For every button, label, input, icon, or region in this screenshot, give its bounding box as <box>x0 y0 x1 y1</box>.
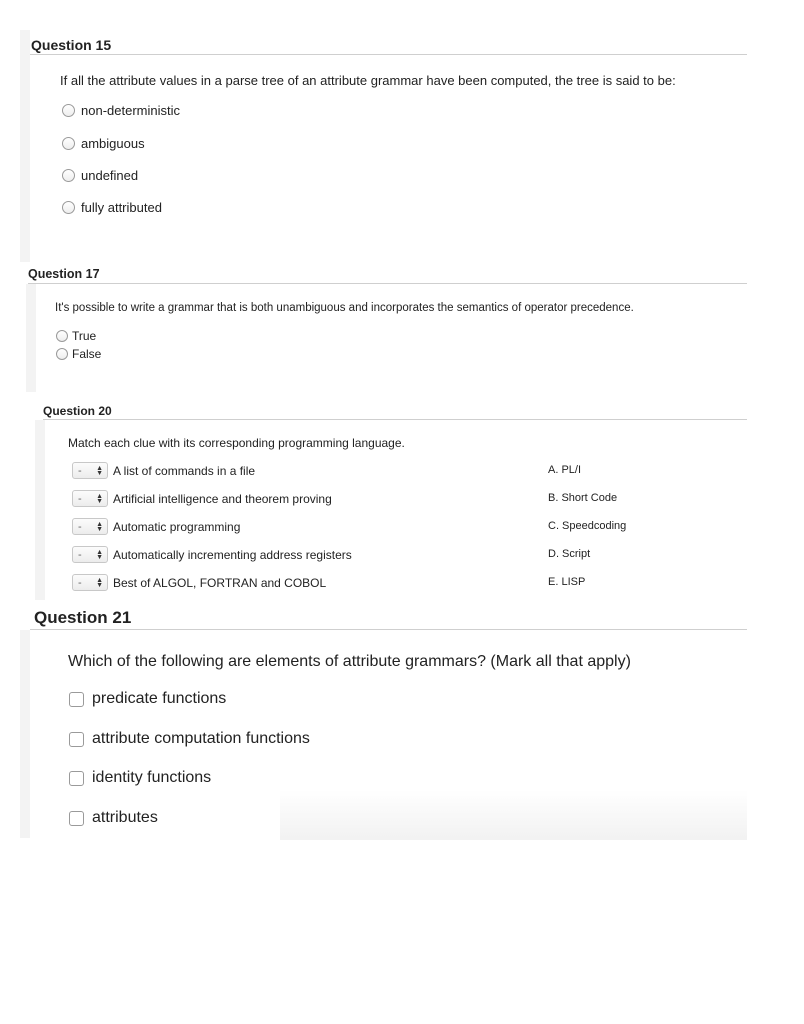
option-label: False <box>72 347 102 361</box>
option-label: True <box>72 329 97 343</box>
q15-option-3[interactable] <box>62 168 138 183</box>
q20-title: Question 20 <box>43 404 112 418</box>
q21-option-4[interactable] <box>69 809 158 827</box>
q20-answer-c: C. Speedcoding <box>548 520 627 532</box>
q15-option-1[interactable] <box>62 103 180 118</box>
option-label: ambiguous <box>81 136 145 151</box>
checkbox[interactable] <box>69 732 84 747</box>
q15-title: Question 15 <box>31 37 112 53</box>
radio-button[interactable] <box>62 169 75 182</box>
q20-answer-e: E. LISP <box>548 576 586 588</box>
bottom-shadow <box>280 790 747 840</box>
q20-question-text: Match each clue with its corresponding programming language. <box>68 436 405 450</box>
q15-left-bar <box>20 30 30 262</box>
select-value: - <box>78 492 82 505</box>
q21-option-2[interactable] <box>69 730 310 748</box>
select-arrows-icon: ▲ ▼ <box>96 464 103 477</box>
radio-button[interactable] <box>56 348 68 360</box>
q15-option-2[interactable] <box>62 136 145 151</box>
q20-match-row-1 <box>72 462 255 479</box>
option-label: attributes <box>92 809 158 826</box>
option-label: attribute computation functions <box>92 730 310 747</box>
match-select[interactable] <box>72 490 108 507</box>
q17-left-bar <box>26 284 36 392</box>
select-arrows-icon: ▲ ▼ <box>96 548 103 561</box>
select-arrows-icon: ▲ ▼ <box>96 576 103 589</box>
clue-label: Artificial intelligence and theorem proving <box>113 491 332 506</box>
clue-label: Best of ALGOL, FORTRAN and COBOL <box>113 575 327 590</box>
select-arrows-icon: ▲ ▼ <box>96 492 103 505</box>
q21-question-text: Which of the following are elements of attribute grammars? (Mark all that apply) <box>68 653 631 670</box>
option-label: identity functions <box>92 769 212 786</box>
radio-button[interactable] <box>62 104 75 117</box>
q17-option-true[interactable] <box>56 329 96 343</box>
clue-label: Automatically incrementing address registers <box>113 547 352 562</box>
q20-answer-b: B. Short Code <box>548 492 618 504</box>
select-value: - <box>78 548 82 561</box>
q15-option-4[interactable] <box>62 200 162 215</box>
select-value: - <box>78 576 82 589</box>
checkbox[interactable] <box>69 811 84 826</box>
match-select[interactable] <box>72 574 108 591</box>
clue-label: Automatic programming <box>113 519 241 534</box>
option-label: predicate functions <box>92 690 227 707</box>
q21-title: Question 21 <box>34 608 132 627</box>
q21-option-3[interactable] <box>69 769 211 787</box>
q20-match-row-5 <box>72 574 326 591</box>
q15-divider <box>30 54 747 55</box>
q15-question-text: If all the attribute values in a parse tree of an attribute grammar have been computed, the tree is said to be: <box>60 73 676 88</box>
q17-title: Question 17 <box>28 267 100 281</box>
q17-option-false[interactable] <box>56 347 101 361</box>
radio-button[interactable] <box>62 137 75 150</box>
q20-left-bar <box>35 420 45 600</box>
option-label: undefined <box>81 168 139 183</box>
q17-question-text: It's possible to write a grammar that is both unambiguous and incorporates the semantics of operator precedence. <box>55 302 634 314</box>
match-select[interactable] <box>72 462 108 479</box>
match-select[interactable] <box>72 518 108 535</box>
checkbox[interactable] <box>69 692 84 707</box>
q21-left-bar <box>20 630 30 838</box>
radio-button[interactable] <box>62 201 75 214</box>
select-value: - <box>78 464 82 477</box>
clue-label: A list of commands in a file <box>113 463 256 478</box>
q20-match-row-2 <box>72 490 332 507</box>
q20-answer-a: A. PL/I <box>548 464 582 476</box>
radio-button[interactable] <box>56 330 68 342</box>
select-value: - <box>78 520 82 533</box>
q21-divider <box>30 629 747 630</box>
select-arrows-icon: ▲ ▼ <box>96 520 103 533</box>
q20-match-row-3 <box>72 518 240 535</box>
q17-divider <box>28 283 747 284</box>
q20-match-row-4 <box>72 546 352 563</box>
option-label: fully attributed <box>81 200 162 215</box>
option-label: non-deterministic <box>81 103 180 118</box>
q20-divider <box>43 419 747 420</box>
checkbox[interactable] <box>69 771 84 786</box>
match-select[interactable] <box>72 546 108 563</box>
q21-option-1[interactable] <box>69 690 226 708</box>
q20-answer-d: D. Script <box>548 548 591 560</box>
